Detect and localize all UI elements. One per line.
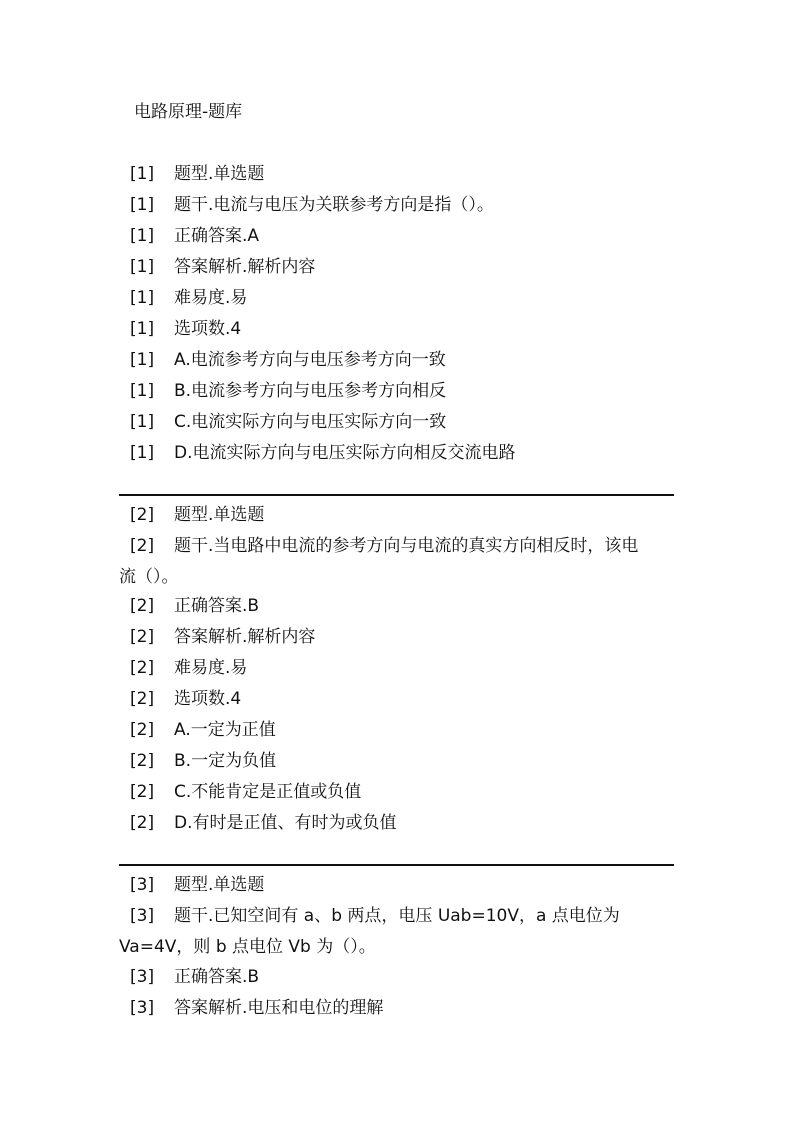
q2-stem-continuation: 流（）。 [119, 567, 179, 587]
q1-tag: [1] [130, 412, 155, 432]
q1-option-a: A.电流参考方向与电压参考方向一致 [174, 350, 446, 370]
q1-tag: [1] [130, 257, 155, 277]
q1-tag: [1] [130, 443, 155, 463]
q2-tag: [2] [130, 813, 155, 833]
q2-tag: [2] [130, 596, 155, 616]
q1-tag: [1] [130, 381, 155, 401]
q1-tag: [1] [130, 226, 155, 246]
q2-option-a: A.一定为正值 [174, 720, 276, 740]
q1-tag: [1] [130, 164, 155, 184]
page-title: 电路原理-题库 [134, 102, 243, 122]
q2-option-d: D.有时是正值、有时为或负值 [174, 813, 397, 833]
q1-tag: [1] [130, 288, 155, 308]
q3-tag: [3] [130, 906, 155, 926]
q2-tag: [2] [130, 505, 155, 525]
q3-stem: 题干.已知空间有 a、b 两点，电压 Uab=10V，a 点电位为 [174, 906, 620, 926]
q2-option-count: 选项数.4 [174, 689, 242, 709]
q2-answer: 正确答案.B [174, 596, 260, 616]
q3-tag: [3] [130, 967, 155, 987]
q1-tag: [1] [130, 195, 155, 215]
q2-tag: [2] [130, 689, 155, 709]
q1-answer: 正确答案.A [174, 226, 260, 246]
q1-option-d: D.电流实际方向与电压实际方向相反交流电路 [174, 443, 516, 463]
q2-option-b: B.一定为负值 [174, 751, 277, 771]
q1-option-b: B.电流参考方向与电压参考方向相反 [174, 381, 447, 401]
q2-tag: [2] [130, 720, 155, 740]
q2-tag: [2] [130, 627, 155, 647]
divider [119, 494, 674, 496]
divider [119, 864, 674, 866]
q1-stem: 题干.电流与电压为关联参考方向是指（）。 [174, 195, 494, 215]
q3-stem-continuation: Va=4V，则 b 点电位 Vb 为（）。 [119, 937, 376, 957]
q3-answer: 正确答案.B [174, 967, 260, 987]
q2-tag: [2] [130, 751, 155, 771]
q1-option-c: C.电流实际方向与电压实际方向一致 [174, 412, 447, 432]
q2-tag: [2] [130, 782, 155, 802]
q1-tag: [1] [130, 319, 155, 339]
q2-analysis: 答案解析.解析内容 [174, 627, 316, 647]
q1-tag: [1] [130, 350, 155, 370]
q1-option-count: 选项数.4 [174, 319, 242, 339]
q1-analysis: 答案解析.解析内容 [174, 257, 316, 277]
q3-analysis: 答案解析.电压和电位的理解 [174, 998, 384, 1018]
q3-type: 题型.单选题 [174, 875, 265, 895]
q2-tag: [2] [130, 536, 155, 556]
q2-option-c: C.不能肯定是正值或负值 [174, 782, 362, 802]
q1-type: 题型.单选题 [174, 164, 265, 184]
q2-type: 题型.单选题 [174, 505, 265, 525]
q3-tag: [3] [130, 998, 155, 1018]
q3-tag: [3] [130, 875, 155, 895]
q2-tag: [2] [130, 658, 155, 678]
q2-stem: 题干.当电路中电流的参考方向与电流的真实方向相反时，该电 [174, 536, 639, 556]
q2-difficulty: 难易度.易 [174, 658, 248, 678]
q1-difficulty: 难易度.易 [174, 288, 248, 308]
